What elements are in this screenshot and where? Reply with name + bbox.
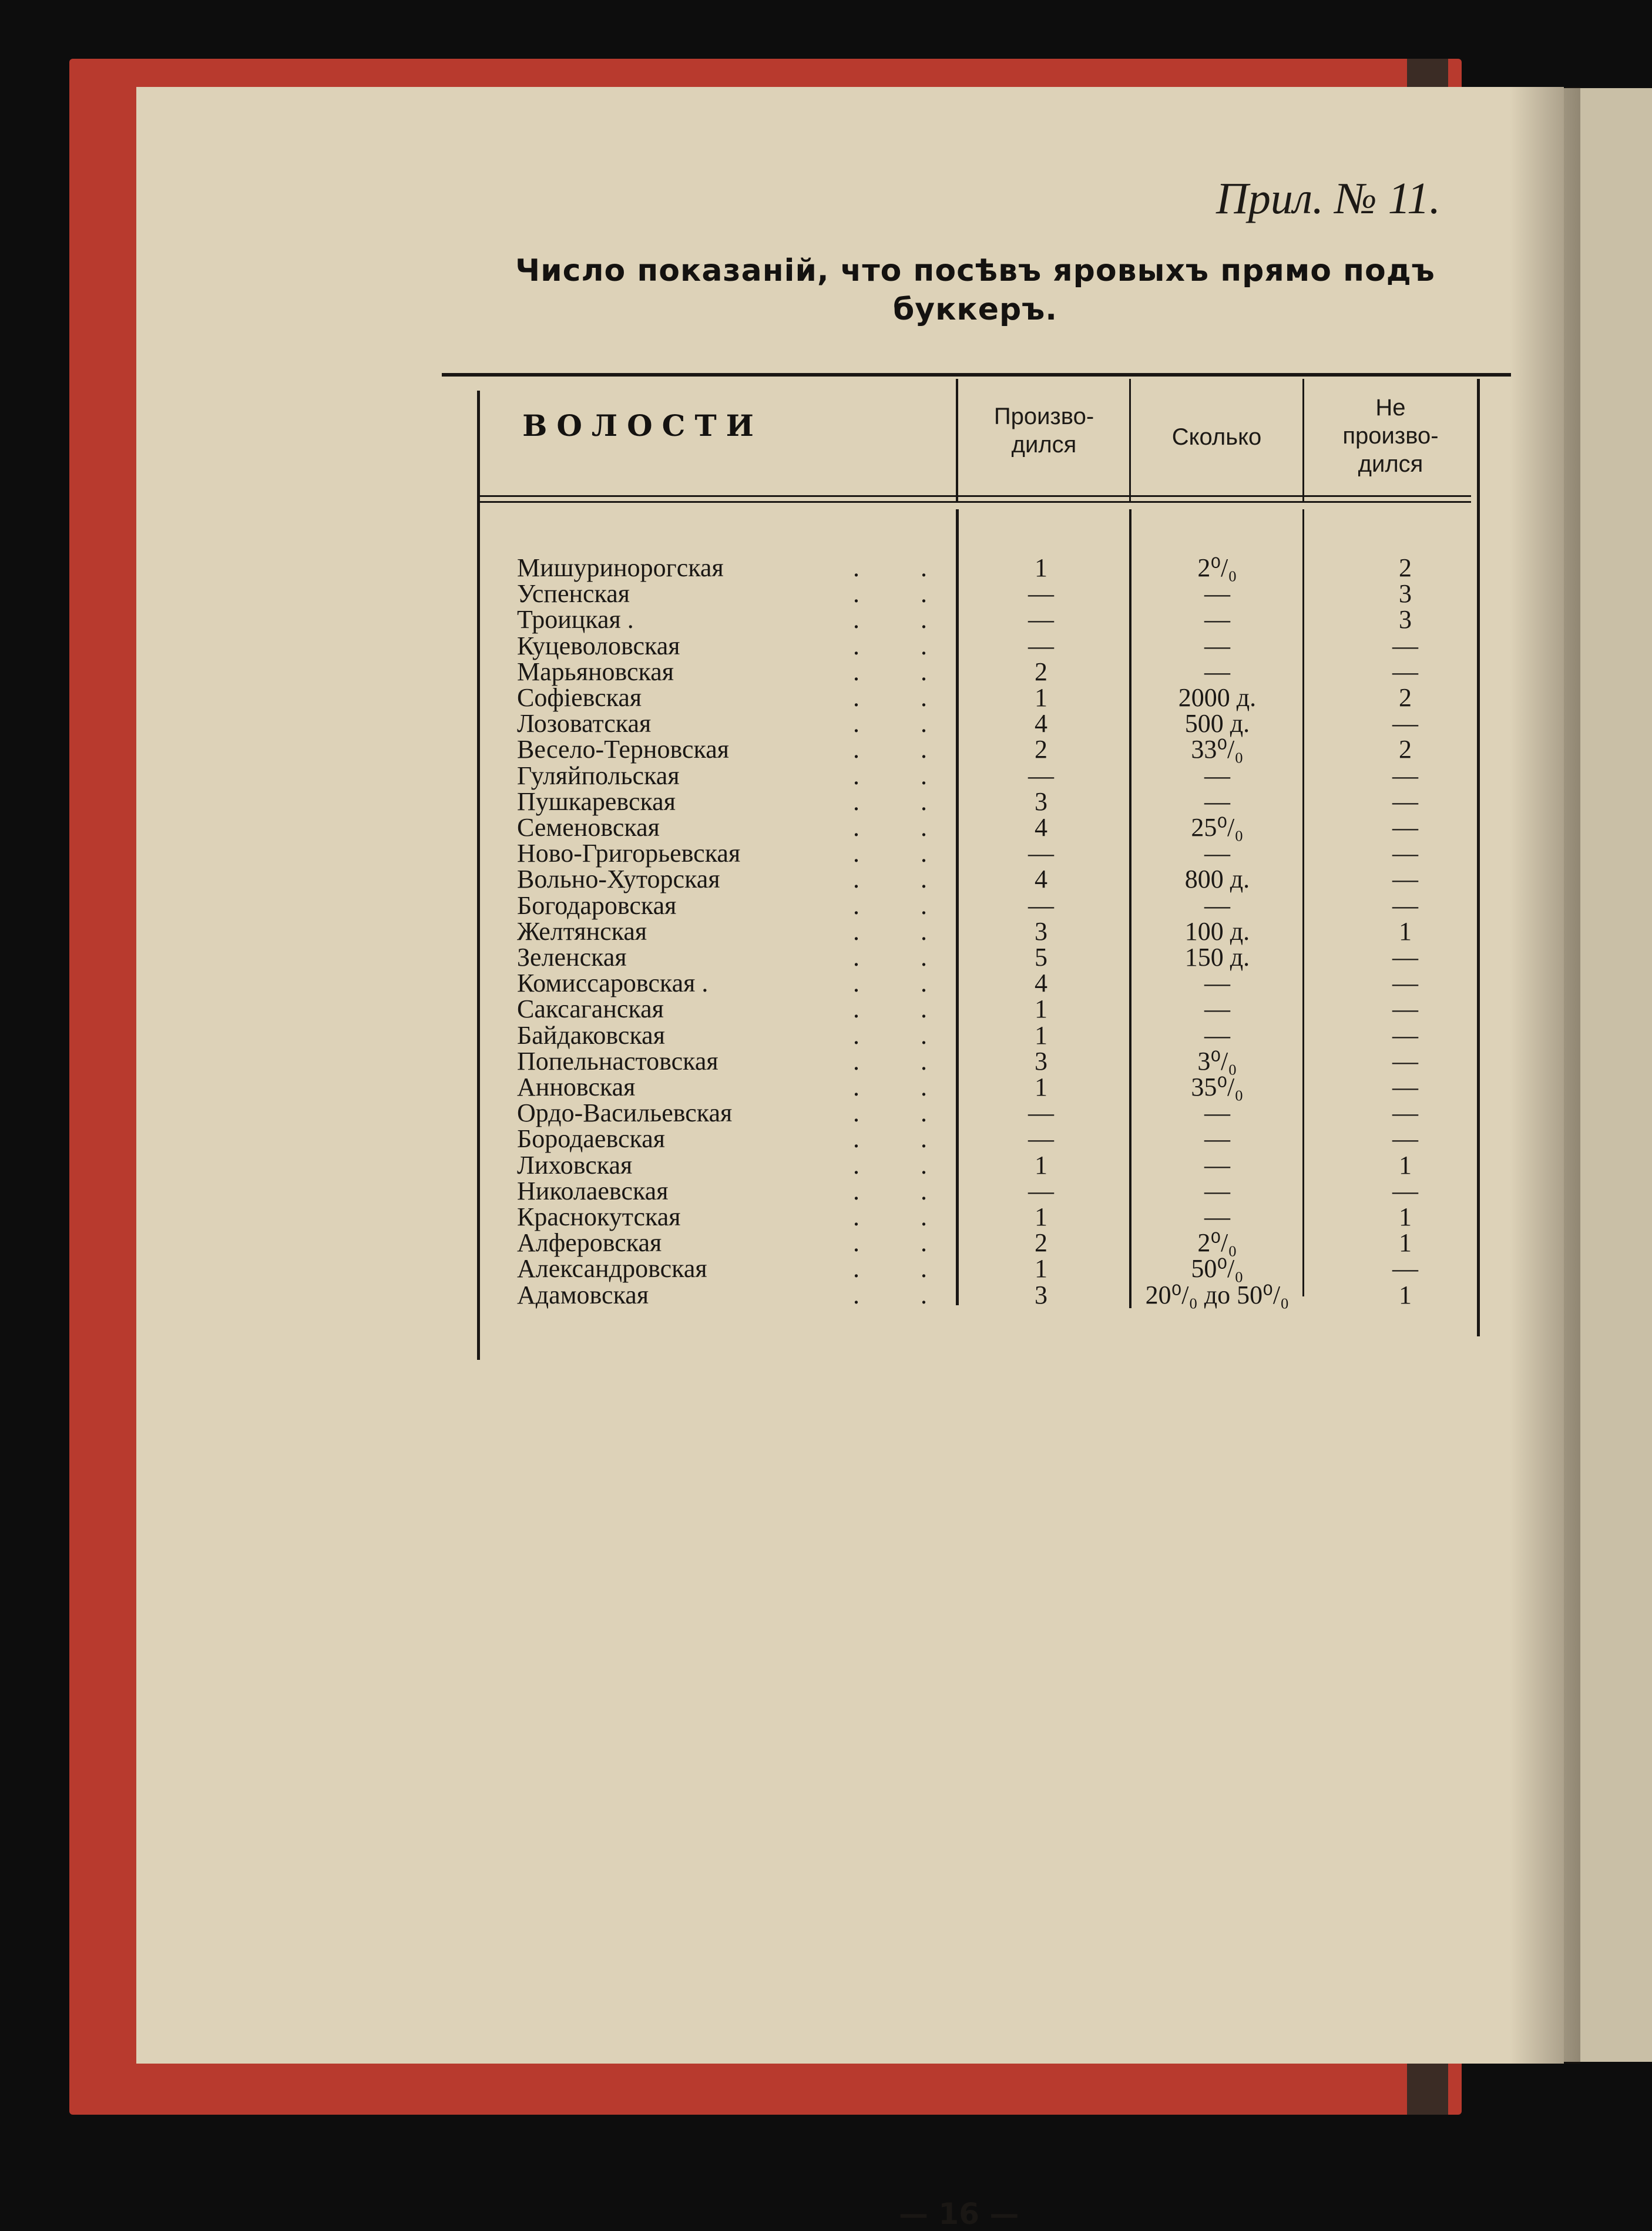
leader-dot: . <box>853 969 859 998</box>
cell-ne-proizvodilsya: — <box>1392 943 1418 972</box>
cell-proizvodilsya: 2 <box>1035 1228 1047 1258</box>
volost-name: Саксаганская <box>517 994 664 1024</box>
cell-skolko: — <box>1204 1150 1230 1180</box>
cell-proizvodilsya: — <box>1028 605 1054 634</box>
volost-name: Семеновская <box>517 813 660 842</box>
volost-name: Софіевская <box>517 683 642 712</box>
volost-name: Богодаровская <box>517 891 677 920</box>
cell-skolko: 25⁰/₀ <box>1191 813 1244 842</box>
table-row <box>442 607 1476 633</box>
leader-dot: . <box>921 1254 927 1284</box>
cell-skolko: — <box>1204 1098 1230 1128</box>
volost-name: Зеленская <box>517 943 627 972</box>
page-title: Число показаній, что посѣвъ яровыхъ прямо подъ буккеръ. <box>515 253 1435 327</box>
table-row <box>442 659 1476 685</box>
cell-skolko: 20⁰/₀ до 50⁰/₀ <box>1145 1280 1290 1309</box>
cell-skolko: — <box>1204 761 1230 790</box>
col-divider-1-head <box>956 379 958 502</box>
leader-dot: . <box>921 1280 927 1309</box>
cell-skolko: 2⁰/₀ <box>1197 553 1237 582</box>
leader-dot: . <box>853 813 859 842</box>
cell-skolko: 500 д. <box>1184 709 1250 738</box>
table-row <box>442 841 1476 866</box>
leader-dot: . <box>921 1202 927 1231</box>
header-ne-proizvodilsya: Не произво- дился <box>1342 395 1439 477</box>
volost-name: Ордо-Васильевская <box>517 1098 733 1128</box>
header-skolko: Сколько <box>1171 424 1262 450</box>
cell-ne-proizvodilsya: — <box>1392 657 1418 686</box>
cell-ne-proizvodilsya: — <box>1392 813 1418 842</box>
volost-name: Троицкая . <box>517 605 634 634</box>
leader-dot: . <box>853 735 859 764</box>
header-rule-2 <box>478 501 1471 503</box>
table-row <box>442 1100 1476 1126</box>
cell-proizvodilsya: 4 <box>1035 969 1047 998</box>
leader-dot: . <box>853 1176 859 1205</box>
leader-dot: . <box>921 787 927 816</box>
volost-name: Краснокутская <box>517 1202 681 1231</box>
leader-dot: . <box>921 1020 927 1050</box>
leader-dot: . <box>853 1202 859 1231</box>
cell-proizvodilsya: 2 <box>1035 735 1047 764</box>
table-row <box>442 1204 1476 1230</box>
volost-name: Лиховская <box>517 1150 633 1180</box>
cell-proizvodilsya: — <box>1028 1176 1054 1205</box>
volost-name: Николаевская <box>517 1176 669 1205</box>
cell-skolko: — <box>1204 891 1230 920</box>
table-row <box>442 970 1476 996</box>
appendix-label: Прил. № 11. <box>1216 174 1441 223</box>
cell-proizvodilsya: 1 <box>1035 683 1047 712</box>
table-row <box>442 633 1476 659</box>
leader-dot: . <box>921 839 927 868</box>
leader-dot: . <box>853 1073 859 1101</box>
cell-ne-proizvodilsya: 2 <box>1399 735 1412 764</box>
table-right-border <box>1477 379 1480 1336</box>
leader-dot: . <box>853 1124 859 1154</box>
cell-ne-proizvodilsya: — <box>1392 1124 1418 1154</box>
volost-name: Гуляйпольская <box>517 761 680 790</box>
cell-ne-proizvodilsya: — <box>1392 1073 1418 1101</box>
data-table <box>442 373 1511 1360</box>
cell-skolko: 33⁰/₀ <box>1191 735 1244 764</box>
leader-dot: . <box>921 1073 927 1101</box>
cell-skolko: 50⁰/₀ <box>1191 1254 1244 1284</box>
leader-dot: . <box>853 1046 859 1076</box>
cell-ne-proizvodilsya: — <box>1392 1046 1418 1076</box>
cell-ne-proizvodilsya: 1 <box>1399 1228 1412 1258</box>
cell-ne-proizvodilsya: — <box>1392 1254 1418 1284</box>
cell-skolko: 100 д. <box>1184 916 1250 946</box>
volost-name: Попельнастовская <box>517 1046 718 1076</box>
cell-skolko: 800 д. <box>1184 865 1250 894</box>
cell-proizvodilsya: — <box>1028 891 1054 920</box>
cell-ne-proizvodilsya: 3 <box>1399 605 1412 634</box>
cell-proizvodilsya: 1 <box>1035 1254 1047 1284</box>
table-row <box>442 893 1476 919</box>
leader-dot: . <box>921 994 927 1024</box>
cell-proizvodilsya: 3 <box>1035 787 1047 816</box>
leader-dot: . <box>921 631 927 660</box>
cell-skolko: — <box>1204 605 1230 634</box>
volost-name: Мишуринорогская <box>517 553 724 582</box>
leader-dot: . <box>853 943 859 972</box>
cell-proizvodilsya: — <box>1028 761 1054 790</box>
leader-dot: . <box>853 1280 859 1309</box>
leader-dot: . <box>921 1228 927 1258</box>
cell-proizvodilsya: 3 <box>1035 1280 1047 1309</box>
volost-name: Желтянская <box>517 916 647 946</box>
cell-proizvodilsya: 1 <box>1035 1150 1047 1180</box>
cell-proizvodilsya: 1 <box>1035 1202 1047 1231</box>
header-proizvodilsya: Произво- дился <box>993 404 1094 458</box>
table-row <box>442 711 1476 737</box>
cell-ne-proizvodilsya: 3 <box>1399 579 1412 609</box>
table-row <box>442 581 1476 607</box>
volost-name: Комиссаровская . <box>517 969 709 998</box>
leader-dot: . <box>921 916 927 946</box>
cell-skolko: — <box>1204 631 1230 660</box>
cell-ne-proizvodilsya: — <box>1392 969 1418 998</box>
table-top-rule <box>442 373 1511 377</box>
cell-proizvodilsya: — <box>1028 1098 1054 1128</box>
table-row <box>442 1150 1476 1180</box>
cell-skolko: — <box>1204 994 1230 1024</box>
leader-dot: . <box>853 916 859 946</box>
table-row <box>442 916 1476 946</box>
cell-ne-proizvodilsya: 2 <box>1399 553 1412 582</box>
volost-name: Алферовская <box>517 1228 662 1258</box>
table-row <box>442 1020 1476 1050</box>
cell-ne-proizvodilsya: — <box>1392 1176 1418 1205</box>
volost-name: Адамовская <box>517 1280 649 1309</box>
volost-name: Александровская <box>517 1254 707 1284</box>
cell-proizvodilsya: — <box>1028 631 1054 660</box>
page-number: — 16 — <box>899 2197 1019 2231</box>
cell-proizvodilsya: 4 <box>1035 709 1047 738</box>
table-row <box>442 1230 1476 1256</box>
leader-dot: . <box>921 1150 927 1180</box>
leader-dot: . <box>853 994 859 1024</box>
leader-dot: . <box>853 1254 859 1284</box>
cell-proizvodilsya: 1 <box>1035 1020 1047 1050</box>
cell-ne-proizvodilsya: 2 <box>1399 683 1412 712</box>
leader-dot: . <box>853 709 859 738</box>
cell-ne-proizvodilsya: — <box>1392 994 1418 1024</box>
volost-name: Вольно-Хуторская <box>517 865 720 894</box>
table-row <box>442 1178 1476 1204</box>
cell-ne-proizvodilsya: — <box>1392 865 1418 894</box>
cell-skolko: 150 д. <box>1184 943 1250 972</box>
cell-proizvodilsya: 2 <box>1035 657 1047 686</box>
table-row <box>442 1256 1476 1282</box>
volost-name: Пушкаревская <box>517 787 676 816</box>
leader-dot: . <box>921 969 927 998</box>
cell-skolko: — <box>1204 1020 1230 1050</box>
cell-ne-proizvodilsya: — <box>1392 787 1418 816</box>
volost-name: Бородаевская <box>517 1124 665 1154</box>
cell-ne-proizvodilsya: — <box>1392 709 1418 738</box>
table-row <box>442 1126 1476 1152</box>
leader-dot: . <box>921 761 927 790</box>
cell-ne-proizvodilsya: — <box>1392 761 1418 790</box>
cell-skolko: — <box>1204 1124 1230 1154</box>
header-rule-1 <box>478 495 1471 497</box>
volost-name: Весело-Терновская <box>517 735 729 764</box>
cell-proizvodilsya: — <box>1028 579 1054 609</box>
table-row <box>442 685 1476 711</box>
table-row <box>442 1074 1476 1100</box>
volost-name: Куцеволовская <box>517 631 680 660</box>
cell-proizvodilsya: — <box>1028 1124 1054 1154</box>
leader-dot: . <box>853 1228 859 1258</box>
volost-name: Байдаковская <box>517 1020 665 1050</box>
cell-skolko: — <box>1204 1176 1230 1205</box>
leader-dot: . <box>853 839 859 868</box>
page-gutter-shadow <box>1510 87 1580 2064</box>
cell-proizvodilsya: 4 <box>1035 813 1047 842</box>
leader-dot: . <box>921 605 927 634</box>
table-row <box>442 555 1476 581</box>
leader-dot: . <box>921 865 927 894</box>
cell-proizvodilsya: — <box>1028 839 1054 868</box>
table-row <box>442 1046 1476 1076</box>
cell-ne-proizvodilsya: — <box>1392 839 1418 868</box>
cell-skolko: — <box>1204 969 1230 998</box>
leader-dot: . <box>921 1098 927 1128</box>
cell-ne-proizvodilsya: — <box>1392 891 1418 920</box>
cell-skolko: — <box>1204 579 1230 609</box>
table-row <box>442 737 1476 762</box>
volost-name: Марьяновская <box>517 657 674 686</box>
leader-dot: . <box>921 1046 927 1076</box>
cell-proizvodilsya: 1 <box>1035 553 1047 582</box>
leader-dot: . <box>921 943 927 972</box>
leader-dot: . <box>853 657 859 686</box>
cell-skolko: — <box>1204 657 1230 686</box>
cell-ne-proizvodilsya: 1 <box>1399 1202 1412 1231</box>
cell-ne-proizvodilsya: — <box>1392 1020 1418 1050</box>
leader-dot: . <box>921 553 927 582</box>
cell-skolko: — <box>1204 787 1230 816</box>
cell-proizvodilsya: 1 <box>1035 1073 1047 1101</box>
header-volosti: ВОЛОСТИ <box>522 408 763 443</box>
leader-dot: . <box>853 1098 859 1128</box>
leader-dot: . <box>853 553 859 582</box>
table-row <box>442 945 1476 970</box>
leader-dot: . <box>921 1176 927 1205</box>
volost-name: Ново-Григорьевская <box>517 839 741 868</box>
leader-dot: . <box>921 683 927 712</box>
leader-dot: . <box>853 1150 859 1180</box>
cell-skolko: 35⁰/₀ <box>1191 1073 1244 1101</box>
cell-skolko: 2000 д. <box>1178 683 1257 712</box>
leader-dot: . <box>853 865 859 894</box>
table-row <box>442 996 1476 1022</box>
table-row <box>442 1282 1476 1308</box>
cell-skolko: 3⁰/₀ <box>1197 1046 1237 1076</box>
leader-dot: . <box>853 579 859 609</box>
cell-ne-proizvodilsya: 1 <box>1399 1150 1412 1180</box>
leader-dot: . <box>853 605 859 634</box>
volost-name: Анновская <box>517 1073 636 1101</box>
leader-dot: . <box>921 891 927 920</box>
leader-dot: . <box>921 579 927 609</box>
volost-name: Успенская <box>517 579 630 609</box>
leader-dot: . <box>853 787 859 816</box>
leader-dot: . <box>921 709 927 738</box>
volost-name: Лозоватская <box>517 709 652 738</box>
cell-proizvodilsya: 3 <box>1035 916 1047 946</box>
leader-dot: . <box>921 1124 927 1154</box>
cell-ne-proizvodilsya: — <box>1392 631 1418 660</box>
leader-dot: . <box>921 813 927 842</box>
leader-dot: . <box>853 891 859 920</box>
cell-skolko: — <box>1204 839 1230 868</box>
cell-proizvodilsya: 1 <box>1035 994 1047 1024</box>
cell-ne-proizvodilsya: — <box>1392 1098 1418 1128</box>
leader-dot: . <box>853 683 859 712</box>
leader-dot: . <box>853 1020 859 1050</box>
table-row <box>442 789 1476 815</box>
table-row <box>442 763 1476 789</box>
cell-proizvodilsya: 5 <box>1035 943 1047 972</box>
table-row <box>442 866 1476 892</box>
leader-dot: . <box>853 631 859 660</box>
cell-ne-proizvodilsya: 1 <box>1399 1280 1412 1309</box>
cell-proizvodilsya: 3 <box>1035 1046 1047 1076</box>
cell-ne-proizvodilsya: 1 <box>1399 916 1412 946</box>
cell-skolko: 2⁰/₀ <box>1197 1228 1237 1258</box>
table-row <box>442 815 1476 841</box>
cell-proizvodilsya: 4 <box>1035 865 1047 894</box>
leader-dot: . <box>853 761 859 790</box>
leader-dot: . <box>921 657 927 686</box>
leader-dot: . <box>921 735 927 764</box>
cell-skolko: — <box>1204 1202 1230 1231</box>
